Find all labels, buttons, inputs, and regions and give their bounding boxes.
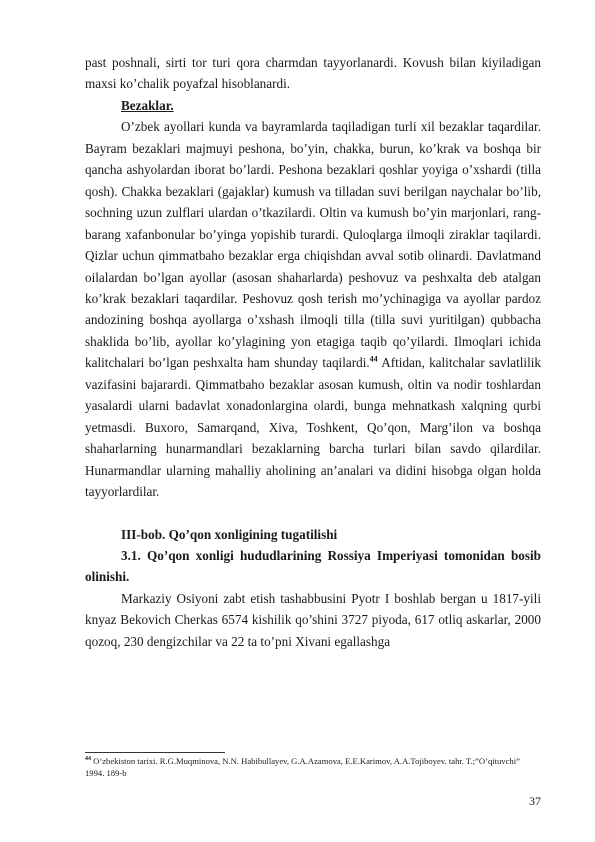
chapter-heading: III-bob. Qo’qon xonligining tugatilishi — [121, 526, 338, 542]
section-heading: 3.1. Qo’qon xonligi hududlarining Rossiya Imperiyasi tomonidan bosib olinishi. — [85, 547, 541, 585]
page-body — [85, 52, 541, 652]
paragraph-bezaklar-text-a: O’zbek ayollari kunda va bayramlarda taqiladigan turli xil bezaklar taqardilar. Bayram bezaklari majmuyi peshona, bo’yin, chakka, burun, ko’krak va boshqa bir qancha ashyolardan iborat bo’lardi. Peshona bezaklari qoshlar yoyiga o’xshardi (tilla qosh). Chakka bezaklari (gajaklar) kumush va tilladan suvi berilgan naychalar bo’lib, sochning uzun zulflari ulardan o’tkazilardi. Oltin va kumush bo’yin marjonlari, rang-barang xafanbonular bo’yinga yopishib turardi. Quloqlarga ilmoqli ziraklar taqilardi. Qizlar uchun qimmatbaho bezaklar erga chiqishdan avval sotib olinardi. Davlatmand oilalardan bo’lgan ayollar (asosan shaharlarda) peshovuz va peshxalta deb atalgan ko’krak bezaklari taqardilar. Peshovuz qosh terish mo’ychinagiga va ayollar pardoz andozining boshqa ayollarga o’xshash ilmoqli tilla (tilla suvi yuritilgan) qubbacha shaklida bo’lib, ayollar ko’ylagining yon etagiga taqib qo’yilardi. Ilmoqlari ichida kalitchalari bo’lgan peshxalta ham shunday taqilardi. — [85, 119, 541, 371]
paragraph-intro: past poshnali, sirti tor turi qora charmdan tayyorlanardi. Kovush bilan kiyiladigan maxsi ko’chalik poyafzal hisoblanardi. — [85, 55, 541, 92]
footnote-divider — [85, 752, 225, 753]
paragraph-bezaklar — [85, 116, 541, 502]
paragraph-markaziy-osiyo: Markaziy Osiyoni zabt etish tashabbusini Pyotr I boshlab bergan u 1817-yili knyaz Bekovich Cherkas 6574 kishilik qo’shini 3727 piyoda, 617 otliq askarlar, 2000 qozoq, 230 dengizchilar va 22 ta to’pni Xivani egallashga — [85, 590, 541, 649]
footnote-text: O’zbekiston tarixi. R.G.Muqminova, N.N. Habibullayev, G.A.Azamova, E.E.Karimov, A.A.Tojiboyev. tahr. T.;”O’qituvchi” 1994. 189-b — [85, 756, 520, 778]
footnote-reference[interactable]: 44 — [369, 354, 378, 364]
paragraph-bezaklar-text-b: Aftidan, kalitchalar savlatlilik vazifasini bajarardi. Qimmatbaho bezaklar asosan kumush, oltin va nodir toshlardan yasalardi ularni badavlat xonadonlargina olardi, bunga mehnatkash xalqning qurbi yetmasdi. Buxoro, Samarqand, Xiva, Toshkent, Qo’qon, Marg’ilon va boshqa shaharlarning hunarmandlari bezaklarning barcha turlari bilan savdo qilardilar. Hunarmandlar ularning mahalliy aholining an’analari va didini hisobga olgan holda tayyorlardilar. — [85, 355, 542, 500]
page-number: 37 — [529, 794, 541, 808]
footnote — [85, 755, 541, 779]
spacer — [85, 503, 541, 524]
footnote-number: 44 — [85, 756, 91, 763]
heading-bezaklar: Bezaklar. — [121, 97, 174, 113]
